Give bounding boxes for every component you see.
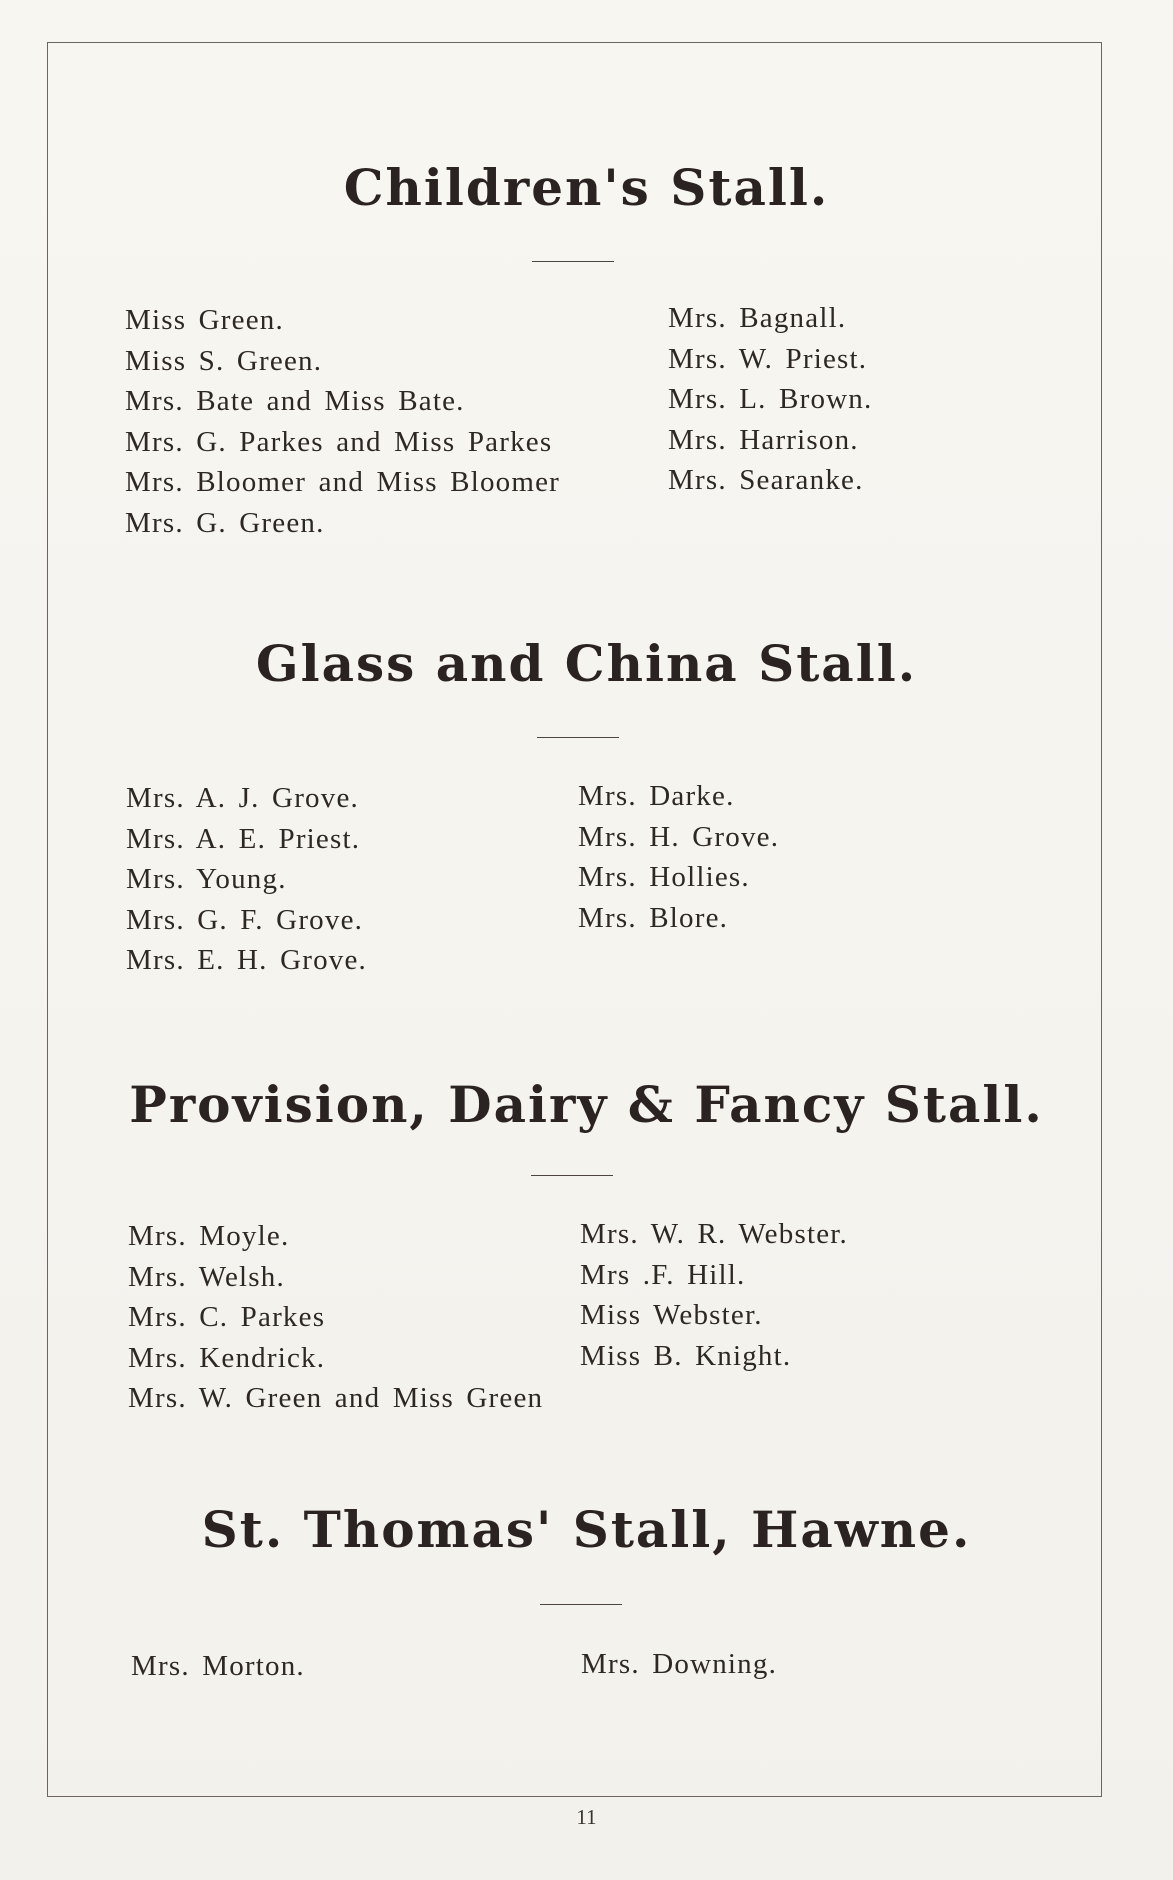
list-item: Mrs. A. J. Grove.	[126, 782, 359, 814]
section-heading: Glass and China Stall.	[255, 634, 918, 693]
right-name-list	[581, 1644, 777, 1685]
list-item: Mrs. Young.	[126, 863, 287, 895]
heading-rule	[540, 1604, 622, 1605]
list-item: Mrs. L. Brown.	[668, 383, 873, 415]
list-item: Miss Green.	[125, 304, 284, 336]
left-name-list	[128, 1216, 543, 1419]
list-item: Mrs. Harrison.	[668, 423, 859, 456]
list-item: Mrs. Kendrick.	[128, 1341, 326, 1374]
right-name-list	[668, 298, 872, 501]
left-name-list	[131, 1646, 305, 1687]
list-item: Mrs. Darke.	[578, 780, 735, 812]
section-heading: Children's Stall.	[343, 158, 830, 217]
list-item: Mrs. G. F. Grove.	[126, 903, 364, 936]
list-item: Mrs. Downing.	[581, 1648, 778, 1680]
list-item: Miss B. Knight.	[580, 1339, 792, 1372]
right-name-list	[578, 776, 779, 938]
list-item: Miss Webster.	[580, 1299, 763, 1331]
list-item: Mrs. Searanke.	[668, 464, 864, 496]
list-item: Mrs. W. R. Webster.	[580, 1218, 848, 1250]
list-item: Mrs. W. Priest.	[668, 342, 868, 375]
list-item: Mrs. G. Green.	[125, 506, 325, 539]
list-item: Mrs. C. Parkes	[128, 1301, 326, 1333]
list-item: Mrs. G. Parkes and Miss Parkes	[125, 425, 553, 458]
list-item: Mrs. E. H. Grove.	[126, 944, 368, 976]
list-item: Miss S. Green.	[125, 344, 323, 377]
list-item: Mrs. Morton.	[131, 1650, 305, 1682]
heading-rule	[531, 1175, 613, 1176]
list-item: Mrs. Bloomer and Miss Bloomer	[125, 466, 561, 498]
section-heading: Provision, Dairy & Fancy Stall.	[129, 1075, 1044, 1134]
list-item: Mrs .F. Hill.	[580, 1258, 746, 1291]
list-item: Mrs. H. Grove.	[578, 820, 780, 853]
list-item: Mrs. Welsh.	[128, 1260, 285, 1293]
heading-rule	[537, 737, 619, 738]
list-item: Mrs. Blore.	[578, 901, 729, 934]
list-item: Mrs. Hollies.	[578, 861, 750, 893]
list-item: Mrs. Bagnall.	[668, 302, 847, 334]
left-name-list	[125, 300, 560, 543]
list-item: Mrs. Bate and Miss Bate.	[125, 385, 465, 417]
heading-rule	[532, 261, 614, 262]
left-name-list	[126, 778, 367, 981]
list-item: Mrs. Moyle.	[128, 1220, 290, 1252]
section-heading: St. Thomas' Stall, Hawne.	[201, 1500, 972, 1559]
page-number: 11	[576, 1805, 597, 1829]
right-name-list	[580, 1214, 848, 1376]
list-item: Mrs. W. Green and Miss Green	[128, 1382, 544, 1414]
list-item: Mrs. A. E. Priest.	[126, 822, 361, 855]
